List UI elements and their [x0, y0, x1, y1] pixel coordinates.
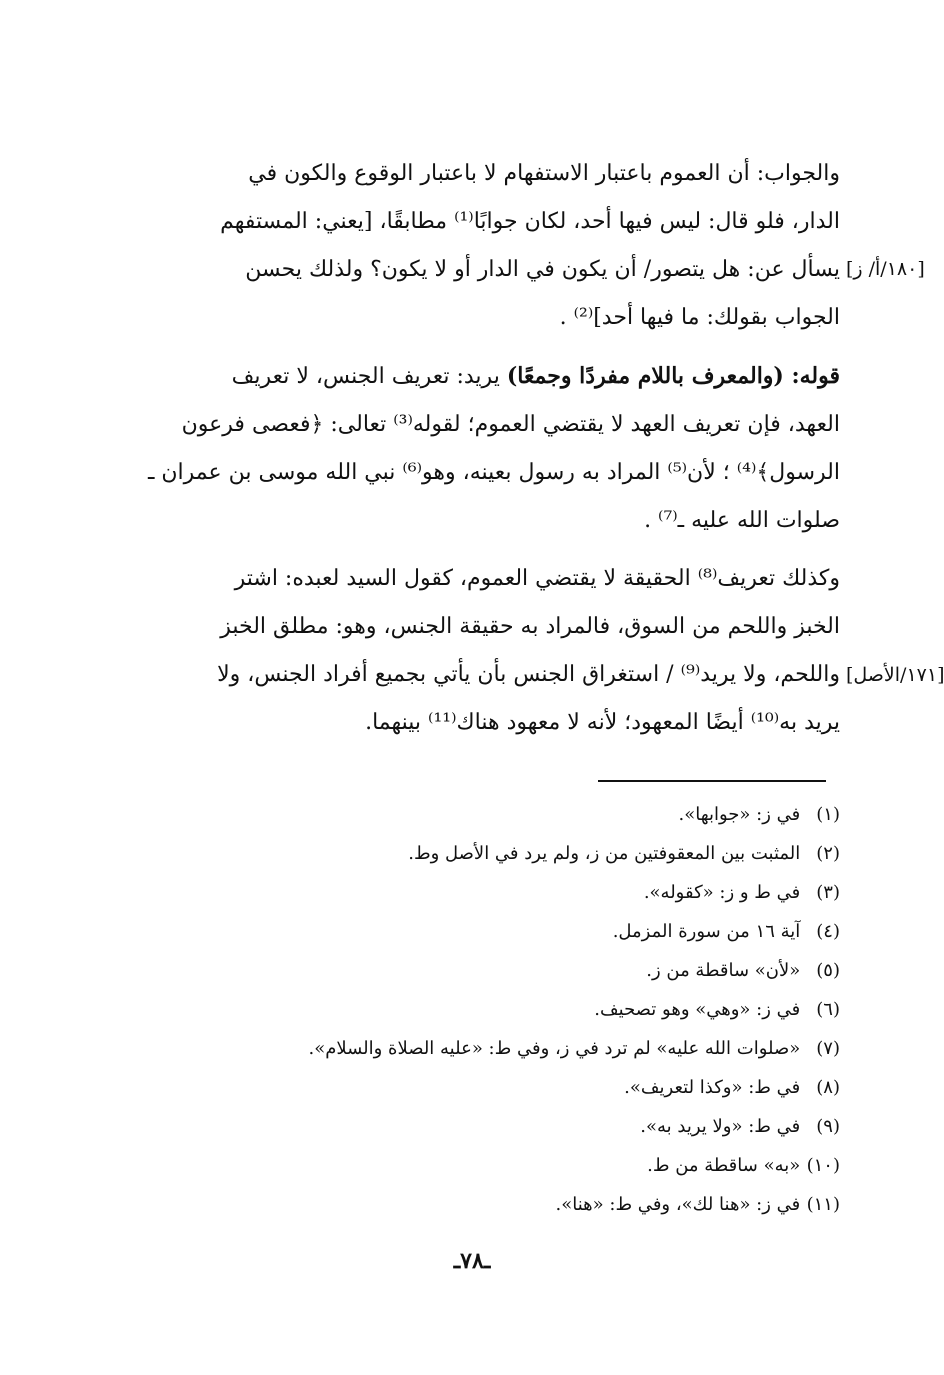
lead-continuation: يريد: تعريف الجنس، لا تعريف: [231, 364, 507, 389]
paragraph-3: [115, 555, 840, 747]
footnote-number: (٧): [816, 1038, 840, 1059]
page-number: ـ٧٨ـ: [453, 1248, 491, 1274]
footnote-number: (١): [816, 804, 840, 825]
footnote-text: في ط: «وكذا لتعريف».: [624, 1077, 801, 1098]
footnote-number: (٦): [816, 999, 840, 1020]
paragraph-line: الرسول﴾⁽⁴⁾ ؛ لأن⁽⁵⁾ المراد به رسول بعينه، وهو⁽⁶⁾ نبي الله موسى بن عمران ـ: [147, 460, 840, 485]
footnote-item: [150, 795, 840, 834]
footnote-number: (٤): [816, 921, 840, 942]
footnote-text: المثبت بين المعقوفتين من ز، ولم يرد في الأصل وط.: [408, 843, 801, 864]
footnote-number: (٥): [816, 960, 840, 981]
footnote-number: (١١): [806, 1194, 840, 1215]
paragraph-line: وكذلك تعريف⁽⁸⁾ الحقيقة لا يقتضي العموم، كقول السيد لعبده: اشتر: [234, 566, 840, 591]
footnote-text: «به» ساقطة من ط.: [647, 1155, 801, 1176]
footnote-text: «صلوات الله عليه» لم ترد في ز، وفي ط: «عليه الصلاة والسلام».: [308, 1038, 801, 1059]
footnote-item: [150, 912, 840, 951]
footnote-item: [150, 1029, 840, 1068]
paragraph-1: [115, 150, 840, 342]
footnote-item: [150, 834, 840, 873]
paragraph-line: يريد به⁽¹⁰⁾ أيضًا المعهود؛ لأنه لا معهود هناك⁽¹¹⁾ بينهما.: [365, 710, 840, 735]
footnote-item: [150, 1185, 840, 1224]
footnote-divider: [598, 780, 826, 782]
paragraph-line: الخبز واللحم من السوق، فالمراد به حقيقة الجنس، وهو: مطلق الخبز: [220, 614, 840, 639]
paragraph-line: العهد، فإن تعريف العهد لا يقتضي العموم؛ لقوله⁽³⁾ تعالى: ﴿فعصى فرعون: [181, 412, 840, 437]
footnote-item: [150, 1146, 840, 1185]
paragraph-line: الدار، فلو قال: ليس فيها أحد، لكان جوابًا⁽¹⁾ مطابقًا، [يعني: المستفهم: [220, 209, 840, 234]
footnote-number: (٣): [816, 882, 840, 903]
paragraph-line: والجواب: أن العموم باعتبار الاستفهام لا باعتبار الوقوع والكون في: [248, 161, 840, 186]
footnote-text: في ط: «ولا يريد به».: [640, 1116, 801, 1137]
paragraph-line: يسأل عن: هل يتصور/ أن يكون في الدار أو لا يكون؟ ولذلك يحسن: [245, 257, 840, 282]
footnotes-list: [150, 795, 840, 1224]
margin-folio-note: [١٧١/الأصل]: [846, 664, 944, 686]
footnote-number: (٨): [816, 1077, 840, 1098]
paragraph-line: واللحم، ولا يريد⁽⁹⁾ / استغراق الجنس بأن يأتي بجميع أفراد الجنس، ولا: [217, 662, 840, 687]
footnote-text: «لأن» ساقطة من ز.: [646, 960, 801, 981]
margin-folio-note: [١٨٠/أ/ ز]: [846, 258, 925, 280]
footnote-text: في ز: «وهي» وهو تصحيف.: [594, 999, 801, 1020]
footnote-text: آية ١٦ من سورة المزمل.: [612, 921, 801, 942]
footnote-text: في ز: «هنا لك»، وفي ط: «هنا».: [555, 1194, 801, 1215]
footnote-text: في ط و ز: «كقوله».: [643, 882, 801, 903]
footnote-text: في ز: «جوابها».: [678, 804, 801, 825]
paragraph-line: صلوات الله عليه ـ⁽⁷⁾ .: [644, 508, 840, 533]
footnote-number: (١٠): [806, 1155, 840, 1176]
paragraph-line: [115, 352, 840, 401]
paragraph-line: الجواب بقولك: ما فيها أحد]⁽²⁾ .: [559, 305, 840, 330]
footnote-item: [150, 990, 840, 1029]
footnote-item: [150, 873, 840, 912]
footnote-item: [150, 1068, 840, 1107]
footnote-number: (٩): [816, 1116, 840, 1137]
paragraph-2: [115, 352, 840, 545]
footnote-item: [150, 1107, 840, 1146]
footnote-number: (٢): [816, 843, 840, 864]
footnote-item: [150, 951, 840, 990]
bold-lead: قوله: (والمعرف باللام مفردًا وجمعًا): [506, 363, 840, 389]
